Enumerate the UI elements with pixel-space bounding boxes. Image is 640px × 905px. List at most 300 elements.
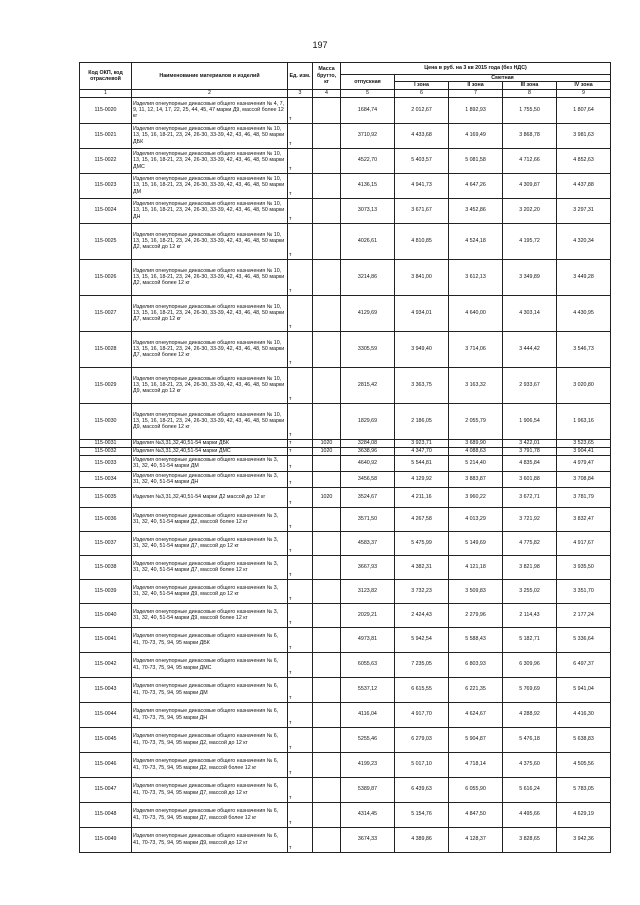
row-mass	[313, 97, 341, 123]
row-zone-3-price: 4 835,84	[503, 455, 557, 471]
column-index: 6	[395, 89, 449, 97]
row-unit: т	[288, 677, 313, 702]
row-zone-2-price: 3 509,83	[449, 579, 503, 603]
row-zone-2-price: 6 055,90	[449, 777, 503, 802]
row-name: Изделия огнеупорные динасовые общего назначения № 10, 13, 15, 16, 18-21, 23, 24, 26-30, 33-39, 42, 43, 46, 48, 50 марки ДМ	[132, 173, 288, 198]
row-unit: т	[288, 752, 313, 777]
row-release-price: 3305,59	[341, 331, 395, 367]
row-zone-2-price: 1 892,93	[449, 97, 503, 123]
row-zone-4-price: 6 497,37	[557, 652, 611, 677]
row-unit: т	[288, 802, 313, 827]
row-zone-3-price: 3 422,01	[503, 439, 557, 447]
row-zone-1-price: 4 433,68	[395, 123, 449, 148]
table-row	[80, 259, 611, 295]
row-zone-2-price: 3 714,06	[449, 331, 503, 367]
row-zone-1-price: 4 934,01	[395, 295, 449, 331]
row-mass	[313, 677, 341, 702]
row-release-price: 2815,42	[341, 367, 395, 403]
row-zone-2-price: 3 452,86	[449, 198, 503, 223]
header-price: Цена в руб. на 3 кв 2015 года (без НДС)	[341, 63, 611, 75]
row-unit: т	[288, 403, 313, 439]
table-row	[80, 531, 611, 555]
row-zone-3-price: 3 349,89	[503, 259, 557, 295]
row-zone-4-price: 3 942,36	[557, 827, 611, 852]
column-index: 1	[80, 89, 132, 97]
row-code: 115-0042	[80, 652, 132, 677]
row-mass	[313, 259, 341, 295]
row-zone-3-price: 4 195,72	[503, 223, 557, 259]
row-name: Изделия огнеупорные динасовые общего назначения № 10, 13, 15, 16, 18-21, 23, 24, 26-30, 33-39, 42, 43, 46, 48, 50 марки Д2, массой до 12 кг	[132, 223, 288, 259]
row-name: Изделия огнеупорные динасовые общего назначения № 6, 41, 70-73, 75, 94, 95 марки Д7, массой до 12 кг	[132, 777, 288, 802]
row-unit: т	[288, 471, 313, 487]
row-zone-3-price: 4 775,82	[503, 531, 557, 555]
row-zone-1-price: 4 917,70	[395, 702, 449, 727]
row-mass	[313, 367, 341, 403]
row-zone-3-price: 3 672,71	[503, 487, 557, 507]
row-zone-4-price: 3 781,79	[557, 487, 611, 507]
row-zone-4-price: 4 979,47	[557, 455, 611, 471]
table-row	[80, 447, 611, 455]
header-name: Наименование материалов и изделий	[132, 63, 288, 90]
row-zone-3-price: 3 821,98	[503, 555, 557, 579]
row-mass	[313, 148, 341, 173]
row-zone-4-price: 3 523,65	[557, 439, 611, 447]
row-code: 115-0021	[80, 123, 132, 148]
row-name: Изделия огнеупорные динасовые общего назначения № 6, 41, 70-73, 75, 94, 95 марки Д2, массой более 12 кг	[132, 752, 288, 777]
row-name: Изделия огнеупорные динасовые общего назначения № 6, 41, 70-73, 75, 94, 95 марки Д2, массой до 12 кг	[132, 727, 288, 752]
row-zone-3-price: 4 712,66	[503, 148, 557, 173]
row-zone-3-price: 3 721,92	[503, 507, 557, 531]
column-index: 9	[557, 89, 611, 97]
row-unit: т	[288, 579, 313, 603]
row-zone-4-price: 3 708,84	[557, 471, 611, 487]
row-release-price: 3667,93	[341, 555, 395, 579]
table-body	[80, 97, 611, 852]
row-release-price: 4640,92	[341, 455, 395, 471]
row-mass	[313, 555, 341, 579]
column-index: 2	[132, 89, 288, 97]
row-name: Изделия огнеупорные динасовые общего назначения № 3, 31, 32, 40, 51-54 марки Д7, массой до 12 кг	[132, 531, 288, 555]
row-mass	[313, 455, 341, 471]
header-zone-3: III зона	[503, 82, 557, 89]
row-zone-1-price: 4 810,85	[395, 223, 449, 259]
row-release-price: 5389,87	[341, 777, 395, 802]
row-zone-1-price: 3 923,71	[395, 439, 449, 447]
row-code: 115-0023	[80, 173, 132, 198]
row-code: 115-0032	[80, 447, 132, 455]
row-mass	[313, 727, 341, 752]
row-zone-4-price: 4 917,67	[557, 531, 611, 555]
row-release-price: 4522,70	[341, 148, 395, 173]
row-release-price: 2029,21	[341, 603, 395, 627]
row-release-price: 4314,45	[341, 802, 395, 827]
row-mass	[313, 295, 341, 331]
row-zone-2-price: 2 279,96	[449, 603, 503, 627]
row-mass	[313, 471, 341, 487]
table-row	[80, 727, 611, 752]
row-zone-1-price: 4 211,16	[395, 487, 449, 507]
table-row	[80, 173, 611, 198]
row-release-price: 3710,92	[341, 123, 395, 148]
row-mass	[313, 123, 341, 148]
row-zone-4-price: 3 020,80	[557, 367, 611, 403]
row-release-price: 6055,63	[341, 652, 395, 677]
table-row	[80, 555, 611, 579]
row-release-price: 1684,74	[341, 97, 395, 123]
row-release-price: 4973,81	[341, 627, 395, 652]
row-code: 115-0046	[80, 752, 132, 777]
row-mass	[313, 331, 341, 367]
table-row	[80, 487, 611, 507]
row-zone-3-price: 3 601,88	[503, 471, 557, 487]
row-zone-1-price: 5 154,76	[395, 802, 449, 827]
table-row	[80, 97, 611, 123]
row-release-price: 3524,67	[341, 487, 395, 507]
row-release-price: 4583,37	[341, 531, 395, 555]
row-zone-4-price: 5 783,05	[557, 777, 611, 802]
row-zone-1-price: 3 841,00	[395, 259, 449, 295]
row-zone-3-price: 3 444,42	[503, 331, 557, 367]
column-index: 8	[503, 89, 557, 97]
header-zone-2: II зона	[449, 82, 503, 89]
header-code: Код ОКП, код отраслевой	[80, 63, 132, 90]
row-zone-4-price: 4 852,63	[557, 148, 611, 173]
row-mass	[313, 507, 341, 531]
row-release-price: 3638,96	[341, 447, 395, 455]
row-zone-2-price: 3 612,13	[449, 259, 503, 295]
row-mass	[313, 531, 341, 555]
row-code: 115-0035	[80, 487, 132, 507]
row-release-price: 1829,69	[341, 403, 395, 439]
row-zone-2-price: 5 149,69	[449, 531, 503, 555]
table-row	[80, 507, 611, 531]
row-unit: т	[288, 259, 313, 295]
row-unit: т	[288, 97, 313, 123]
table-row	[80, 295, 611, 331]
row-release-price: 4136,15	[341, 173, 395, 198]
row-unit: т	[288, 455, 313, 471]
row-zone-2-price: 4 128,37	[449, 827, 503, 852]
row-release-price: 3284,08	[341, 439, 395, 447]
row-code: 115-0039	[80, 579, 132, 603]
row-mass	[313, 702, 341, 727]
row-zone-3-price: 3 255,02	[503, 579, 557, 603]
row-unit: т	[288, 531, 313, 555]
row-zone-2-price: 3 883,87	[449, 471, 503, 487]
row-name: Изделия огнеупорные динасовые общего назначения № 3, 31, 32, 40, 51-54 марки Д9, массой более 12 кг	[132, 603, 288, 627]
row-zone-2-price: 5 588,43	[449, 627, 503, 652]
column-index: 5	[341, 89, 395, 97]
row-zone-4-price: 5 941,04	[557, 677, 611, 702]
row-release-price: 4116,04	[341, 702, 395, 727]
row-name: Изделия огнеупорные динасовые общего назначения № 10, 13, 15, 16, 18-21, 23, 24, 26-30, 33-39, 42, 43, 46, 48, 50 марки ДН	[132, 198, 288, 223]
row-mass: 1020	[313, 487, 341, 507]
row-zone-1-price: 4 129,92	[395, 471, 449, 487]
row-zone-2-price: 5 214,40	[449, 455, 503, 471]
row-mass	[313, 802, 341, 827]
row-zone-2-price: 4 847,50	[449, 802, 503, 827]
row-unit: т	[288, 827, 313, 852]
row-name: Изделия огнеупорные динасовые общего назначения № 3, 31, 32, 40, 51-54 марки Д2, массой более 12 кг	[132, 507, 288, 531]
table-row	[80, 802, 611, 827]
row-zone-1-price: 2 424,43	[395, 603, 449, 627]
row-mass	[313, 777, 341, 802]
row-code: 115-0037	[80, 531, 132, 555]
row-zone-4-price: 4 430,95	[557, 295, 611, 331]
row-mass: 1020	[313, 447, 341, 455]
table-row	[80, 677, 611, 702]
row-zone-1-price: 5 475,99	[395, 531, 449, 555]
row-unit: т	[288, 223, 313, 259]
row-zone-1-price: 4 382,31	[395, 555, 449, 579]
column-index: 3	[288, 89, 313, 97]
row-release-price: 3456,58	[341, 471, 395, 487]
table-row	[80, 827, 611, 852]
row-code: 115-0048	[80, 802, 132, 827]
table-row	[80, 471, 611, 487]
page-number: 197	[312, 40, 328, 50]
row-zone-1-price: 2 012,67	[395, 97, 449, 123]
row-zone-2-price: 4 624,67	[449, 702, 503, 727]
header-zone-1: I зона	[395, 82, 449, 89]
row-unit: т	[288, 627, 313, 652]
header-estimate: Сметная	[395, 75, 611, 82]
row-mass	[313, 198, 341, 223]
row-zone-4-price: 5 638,83	[557, 727, 611, 752]
table-row	[80, 579, 611, 603]
row-zone-1-price: 4 941,73	[395, 173, 449, 198]
row-zone-1-price: 3 949,40	[395, 331, 449, 367]
row-unit: т	[288, 702, 313, 727]
row-zone-3-price: 4 303,14	[503, 295, 557, 331]
row-name: Изделия №3,31,32,40,51-54 марки ДМС	[132, 447, 288, 455]
table-row	[80, 403, 611, 439]
row-code: 115-0034	[80, 471, 132, 487]
row-zone-3-price: 3 868,78	[503, 123, 557, 148]
row-mass	[313, 579, 341, 603]
row-zone-4-price: 3 449,28	[557, 259, 611, 295]
row-zone-1-price: 4 267,58	[395, 507, 449, 531]
row-zone-4-price: 4 437,88	[557, 173, 611, 198]
row-zone-3-price: 1 906,54	[503, 403, 557, 439]
row-release-price: 3073,13	[341, 198, 395, 223]
row-zone-1-price: 7 235,05	[395, 652, 449, 677]
row-zone-2-price: 3 163,32	[449, 367, 503, 403]
row-zone-2-price: 5 081,58	[449, 148, 503, 173]
row-zone-2-price: 4 524,18	[449, 223, 503, 259]
row-zone-3-price: 4 495,66	[503, 802, 557, 827]
column-index: 4	[313, 89, 341, 97]
row-mass	[313, 223, 341, 259]
row-code: 115-0041	[80, 627, 132, 652]
row-zone-1-price: 4 389,86	[395, 827, 449, 852]
row-zone-4-price: 2 177,24	[557, 603, 611, 627]
row-name: Изделия огнеупорные динасовые общего назначения № 10, 13, 15, 16, 18-21, 23, 24, 26-30, 33-39, 42, 43, 46, 48, 50 марки Д7, массой до 12 кг	[132, 295, 288, 331]
row-zone-2-price: 5 904,87	[449, 727, 503, 752]
row-unit: т	[288, 173, 313, 198]
row-zone-2-price: 4 647,26	[449, 173, 503, 198]
row-code: 115-0044	[80, 702, 132, 727]
row-unit: т	[288, 123, 313, 148]
row-zone-3-price: 3 791,78	[503, 447, 557, 455]
row-zone-2-price: 2 055,79	[449, 403, 503, 439]
row-zone-2-price: 4 718,14	[449, 752, 503, 777]
row-zone-3-price: 4 309,87	[503, 173, 557, 198]
row-release-price: 3123,82	[341, 579, 395, 603]
row-unit: т	[288, 555, 313, 579]
row-code: 115-0028	[80, 331, 132, 367]
table-row	[80, 331, 611, 367]
row-unit: т	[288, 652, 313, 677]
table-row	[80, 148, 611, 173]
row-name: Изделия огнеупорные динасовые общего назначения № 3, 31, 32, 40, 51-54 марки Д9, массой до 12 кг	[132, 579, 288, 603]
row-code: 115-0031	[80, 439, 132, 447]
row-zone-4-price: 4 505,56	[557, 752, 611, 777]
row-zone-2-price: 4 088,63	[449, 447, 503, 455]
row-zone-3-price: 5 476,18	[503, 727, 557, 752]
row-code: 115-0043	[80, 677, 132, 702]
row-zone-3-price: 4 375,60	[503, 752, 557, 777]
row-zone-2-price: 4 169,49	[449, 123, 503, 148]
row-zone-2-price: 3 960,22	[449, 487, 503, 507]
row-mass	[313, 752, 341, 777]
row-unit: т	[288, 447, 313, 455]
row-zone-4-price: 3 546,73	[557, 331, 611, 367]
table-row	[80, 752, 611, 777]
row-release-price: 3571,50	[341, 507, 395, 531]
row-code: 115-0036	[80, 507, 132, 531]
row-zone-4-price: 3 351,70	[557, 579, 611, 603]
row-release-price: 3214,86	[341, 259, 395, 295]
table-row	[80, 627, 611, 652]
row-zone-1-price: 6 615,55	[395, 677, 449, 702]
row-zone-4-price: 3 935,50	[557, 555, 611, 579]
header-mass: Масса брутто, кг	[313, 63, 341, 90]
row-name: Изделия огнеупорные динасовые общего назначения № 6, 41, 70-73, 75, 94, 95 марки ДМ	[132, 677, 288, 702]
row-zone-3-price: 5 182,71	[503, 627, 557, 652]
row-release-price: 3674,33	[341, 827, 395, 852]
row-unit: т	[288, 331, 313, 367]
row-zone-2-price: 4 640,00	[449, 295, 503, 331]
row-code: 115-0038	[80, 555, 132, 579]
table-row	[80, 123, 611, 148]
row-code: 115-0024	[80, 198, 132, 223]
row-name: Изделия огнеупорные динасовые общего назначения № 6, 41, 70-73, 75, 94, 95 марки ДМС	[132, 652, 288, 677]
row-unit: т	[288, 148, 313, 173]
row-name: Изделия огнеупорные динасовые общего назначения № 3, 31, 32, 40, 51-54 марки ДН	[132, 471, 288, 487]
row-release-price: 4199,23	[341, 752, 395, 777]
row-zone-4-price: 3 904,41	[557, 447, 611, 455]
row-name: Изделия огнеупорные динасовые общего назначения № 6, 41, 70-73, 75, 94, 95 марки ДН	[132, 702, 288, 727]
row-zone-1-price: 4 347,70	[395, 447, 449, 455]
row-zone-1-price: 3 732,23	[395, 579, 449, 603]
row-zone-4-price: 3 832,47	[557, 507, 611, 531]
row-unit: т	[288, 507, 313, 531]
row-zone-3-price: 6 309,96	[503, 652, 557, 677]
row-zone-4-price: 1 963,16	[557, 403, 611, 439]
row-name: Изделия огнеупорные динасовые общего назначения № 10, 13, 15, 16, 18-21, 23, 24, 26-30, 33-39, 42, 43, 46, 48, 50 марки Д2, массой более 12 кг	[132, 259, 288, 295]
row-zone-3-price: 5 769,69	[503, 677, 557, 702]
row-unit: т	[288, 295, 313, 331]
table-row	[80, 198, 611, 223]
row-release-price: 5537,12	[341, 677, 395, 702]
row-mass	[313, 627, 341, 652]
row-code: 115-0045	[80, 727, 132, 752]
price-table	[79, 62, 611, 853]
row-unit: т	[288, 198, 313, 223]
row-code: 115-0029	[80, 367, 132, 403]
row-zone-2-price: 4 121,18	[449, 555, 503, 579]
row-code: 115-0025	[80, 223, 132, 259]
table-row	[80, 603, 611, 627]
row-name: Изделия огнеупорные динасовые общего назначения № 6, 41, 70-73, 75, 94, 95 марки Д7, массой более 12 кг	[132, 802, 288, 827]
row-zone-1-price: 3 363,75	[395, 367, 449, 403]
row-unit: т	[288, 487, 313, 507]
row-code: 115-0040	[80, 603, 132, 627]
row-zone-4-price: 3 297,31	[557, 198, 611, 223]
row-zone-4-price: 4 416,30	[557, 702, 611, 727]
row-code: 115-0027	[80, 295, 132, 331]
header-release: отпускная	[341, 75, 395, 90]
row-name: Изделия огнеупорные динасовые общего назначения № 10, 13, 15, 16, 18-21, 23, 24, 26-30, 33-39, 42, 43, 46, 48, 50 марки ДБК	[132, 123, 288, 148]
row-name: Изделия огнеупорные динасовые общего назначения № 10, 13, 15, 16, 18-21, 23, 24, 26-30, 33-39, 42, 43, 46, 48, 50 марки Д9, массой более 12 кг	[132, 403, 288, 439]
row-unit: т	[288, 367, 313, 403]
row-code: 115-0047	[80, 777, 132, 802]
row-code: 115-0049	[80, 827, 132, 852]
row-zone-1-price: 2 186,05	[395, 403, 449, 439]
row-zone-2-price: 4 013,29	[449, 507, 503, 531]
row-unit: т	[288, 439, 313, 447]
row-zone-3-price: 4 288,92	[503, 702, 557, 727]
row-name: Изделия огнеупорные динасовые общего назначения № 6, 41, 70-73, 75, 94, 95 марки ДБК	[132, 627, 288, 652]
row-name: Изделия огнеупорные динасовые общего назначения № 10, 13, 15, 16, 18-21, 23, 24, 26-30, 33-39, 42, 43, 46, 48, 50 марки ДМС	[132, 148, 288, 173]
row-zone-3-price: 3 202,20	[503, 198, 557, 223]
row-name: Изделия №3,31,32,40,51-54 марки Д2 массой до 12 кг	[132, 487, 288, 507]
table-row	[80, 702, 611, 727]
column-index-row	[80, 89, 611, 97]
row-zone-1-price: 5 017,10	[395, 752, 449, 777]
column-index: 7	[449, 89, 503, 97]
row-zone-4-price: 3 981,63	[557, 123, 611, 148]
row-zone-3-price: 3 828,65	[503, 827, 557, 852]
row-zone-2-price: 6 803,93	[449, 652, 503, 677]
row-code: 115-0022	[80, 148, 132, 173]
row-zone-3-price: 1 755,50	[503, 97, 557, 123]
row-name: Изделия огнеупорные динасовые общего назначения № 10, 13, 15, 16, 18-21, 23, 24, 26-30, 33-39, 42, 43, 46, 48, 50 марки Д9, массой до 12 кг	[132, 367, 288, 403]
row-code: 115-0033	[80, 455, 132, 471]
row-code: 115-0030	[80, 403, 132, 439]
row-name: Изделия огнеупорные динасовые общего назначения № 3, 31, 32, 40, 51-54 марки Д7, массой более 12 кг	[132, 555, 288, 579]
row-mass	[313, 603, 341, 627]
header-zone-4: IV зона	[557, 82, 611, 89]
row-zone-4-price: 5 336,64	[557, 627, 611, 652]
row-unit: т	[288, 727, 313, 752]
row-zone-1-price: 6 439,63	[395, 777, 449, 802]
row-zone-4-price: 4 320,34	[557, 223, 611, 259]
table-row	[80, 367, 611, 403]
row-code: 115-0026	[80, 259, 132, 295]
row-mass	[313, 827, 341, 852]
row-zone-1-price: 5 942,54	[395, 627, 449, 652]
row-zone-4-price: 1 807,64	[557, 97, 611, 123]
table-row	[80, 439, 611, 447]
row-zone-2-price: 3 689,90	[449, 439, 503, 447]
row-zone-2-price: 6 221,35	[449, 677, 503, 702]
table-row	[80, 223, 611, 259]
row-mass	[313, 652, 341, 677]
row-zone-3-price: 2 114,43	[503, 603, 557, 627]
row-release-price: 5255,46	[341, 727, 395, 752]
